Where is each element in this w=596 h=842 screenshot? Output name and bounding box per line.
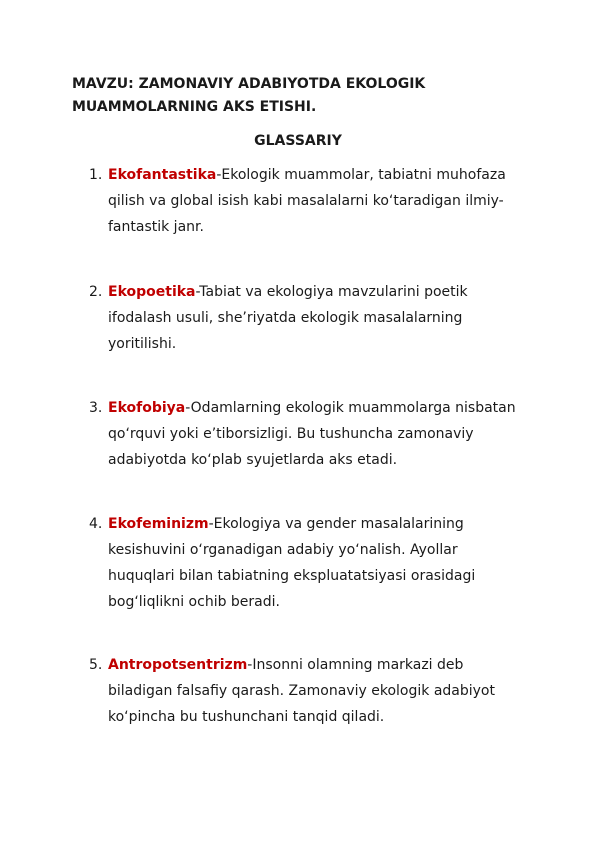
entry-term: Antropotsentrizm — [108, 657, 248, 673]
glossary-heading: GLASSARIY — [254, 133, 342, 149]
entry-body — [108, 652, 528, 730]
entry-term: Ekofobiya — [108, 400, 186, 416]
entry-term: Ekopoetika — [108, 284, 196, 300]
entry-body — [108, 395, 528, 473]
entry-definition: -Insonni olamning markazi deb biladigan falsafiy qarash. Zamonaviy ekologik adabiyot ko‘pincha bu tushunchani tanqid qiladi. — [108, 657, 495, 725]
entry-number: 5. — [89, 657, 103, 673]
entry-term: Ekofeminizm — [108, 516, 209, 532]
entry-body — [108, 511, 528, 615]
entry-definition: -Ekologiya va gender masalalarining kesishuvini o‘rganadigan adabiy yo‘nalish. Ayollar huquqlari bilan tabiatning ekspluatatsiyasi orasidagi bog‘liqlikni ochib beradi. — [108, 516, 476, 610]
entry-definition: -Ekologik muammolar, tabiatni muhofaza qilish va global isish kabi masalalarni ko‘taradigan ilmiy-fantastik janr. — [108, 167, 506, 235]
entry-body — [108, 279, 528, 357]
document-title: MAVZU: ZAMONAVIY ADABIYOTDA EKOLOGIK MUAMMOLARNING AKS ETISHI. — [72, 76, 426, 115]
entry-number: 1. — [89, 167, 103, 183]
entry-definition: -Tabiat va ekologiya mavzularini poetik ifodalash usuli, she’riyatda ekologik masalalarning yoritilishi. — [108, 284, 468, 352]
entry-number: 4. — [89, 516, 103, 532]
entry-number: 3. — [89, 400, 103, 416]
entry-number: 2. — [89, 284, 103, 300]
entry-body — [108, 162, 528, 240]
entry-definition: -Odamlarning ekologik muammolarga nisbatan qo‘rquvi yoki e’tiborsizligi. Bu tushuncha zamonaviy adabiyotda ko‘plab syujetlarda aks etadi. — [108, 400, 516, 468]
entry-term: Ekofantastika — [108, 167, 217, 183]
